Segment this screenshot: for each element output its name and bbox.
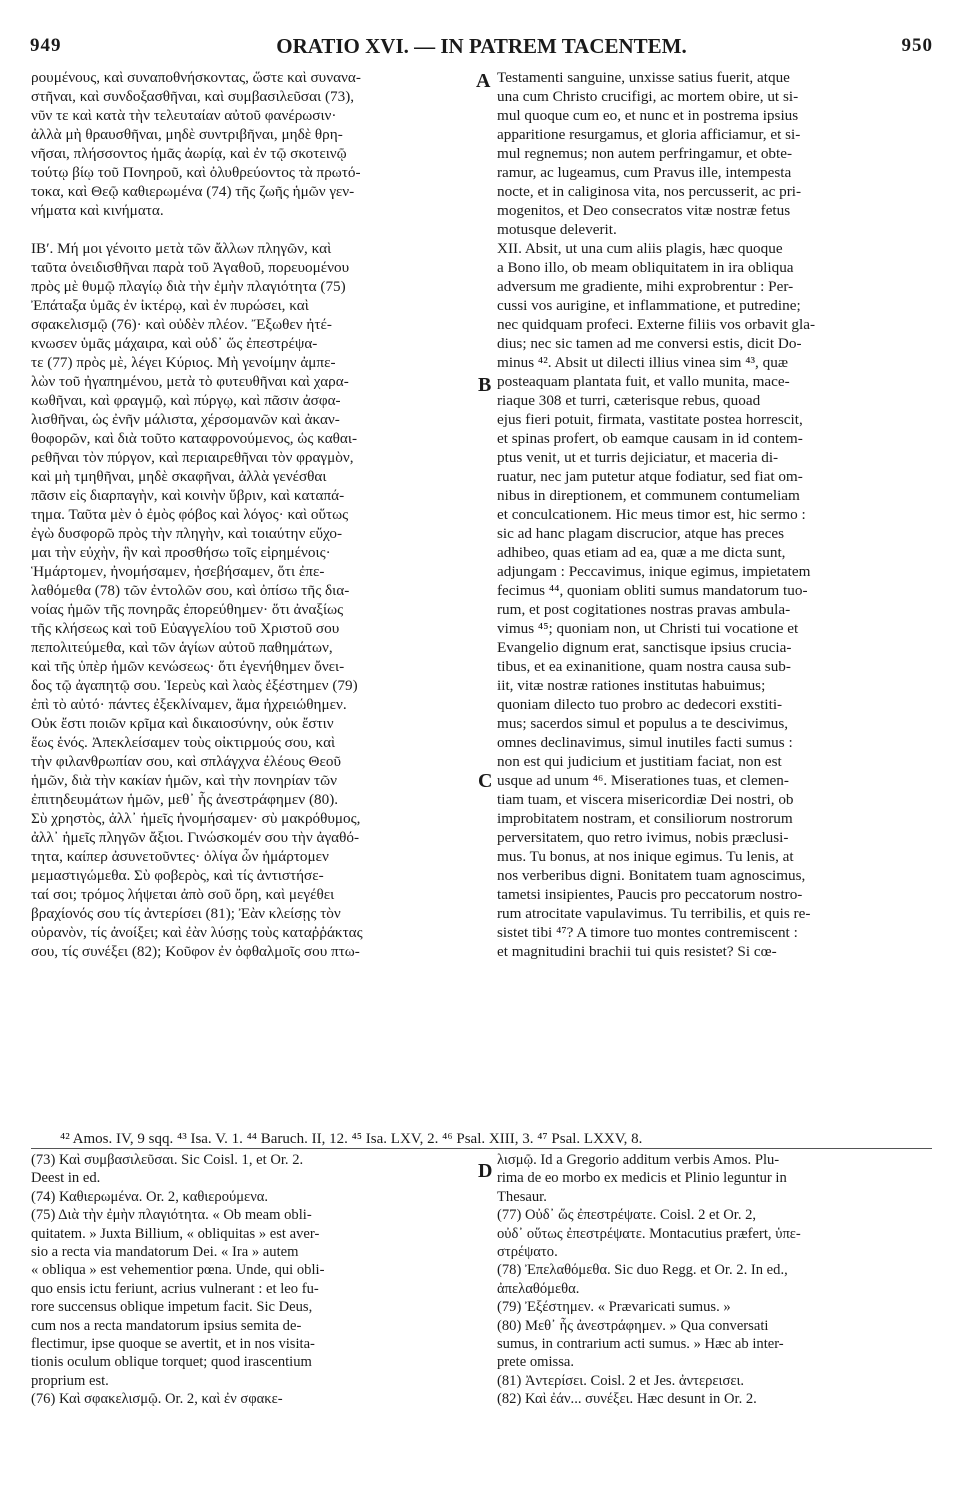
footnote-line: (82) Καὶ ἐάν... συνέξει. Hæc desunt in Or. 2. xyxy=(497,1391,757,1408)
latin-text-line: tibus, et ea exinanitione, quam nostra causa sub- xyxy=(497,658,791,675)
latin-text-line: adjungam : Peccavimus, inique egimus, impietatem xyxy=(497,563,811,580)
greek-text-line: ἐπιτηδευμάτων ἡμῶν, μεθ᾽ ἧς ἀνεστράφημεν (80). xyxy=(31,791,339,808)
latin-text-line: iit, vitæ nostræ rationes institutas habuimus; xyxy=(497,677,766,694)
latin-text-line: mus; sacerdos simul et populus a te descivimus, xyxy=(497,715,789,732)
footnote-line: (80) Μεθ᾽ ἧς ἀνεστράφημεν. » Qua conversati xyxy=(497,1317,769,1334)
footnote-line: ἀπελαθόμεθα. xyxy=(497,1280,580,1297)
greek-text-line: νοίας ἡμῶν τῆς πονηρᾶς ἐπορεύθημεν· ὅτι ἀναξίως xyxy=(31,601,344,618)
latin-text-line: apparitione resurgamus, et gloria afficiamur, et si- xyxy=(497,126,801,143)
footnote-line: proprium est. xyxy=(31,1372,109,1389)
footnote-line: λισμῷ. Id a Gregorio additum verbis Amos. Plu- xyxy=(497,1152,780,1168)
greek-text-line: πᾶσιν εἰς διαρπαγὴν, καὶ κοινὴν ὕβριν, καὶ καταπά- xyxy=(31,487,345,504)
latin-text-line: Evangelio dignum erat, sanctisque ipsius crucia- xyxy=(497,639,792,656)
greek-text-line: ἀλλὰ μὴ θραυσθῆναι, μηδὲ συντριβῆναι, μηδὲ θρη- xyxy=(31,126,343,143)
greek-text-line: τὴν φιλανθρωπίαν σου, καὶ σπλάγχνα ἐλέους Θεοῦ xyxy=(31,753,341,770)
greek-text-line: σφακελισμῷ (76)· καὶ οὐδὲν πλέον. Ἔξωθεν ἠτέ- xyxy=(31,316,332,333)
footnote-line: Deest in ed. xyxy=(31,1170,101,1187)
latin-text-line: tametsi insipientes, Paucis pro peccatorum nostro- xyxy=(497,886,803,903)
greek-text-line: οὐρανὸν, τίς ἀνοίξει; καὶ ἐὰν λύσῃς τοὺς καταῤῥάκτας xyxy=(31,924,363,941)
greek-text-line: ἕως ἑνός. Ἀπεκλείσαμεν τοὺς οἰκτιρμούς σου, καὶ xyxy=(31,734,336,751)
greek-text-line: ἐγὼ δυσφορῶ πρὸς τὴν πληγὴν, καὶ τοιαύτην εὔχο- xyxy=(31,525,343,542)
latin-text-line: omnes declinavimus, simul inutiles facti sumus : xyxy=(497,734,793,751)
scripture-references: ⁴² Amos. IV, 9 sqq. ⁴³ Isa. V. 1. ⁴⁴ Baruch. II, 12. ⁴⁵ Isa. LXV, 2. ⁴⁶ Psal. XIII, 3. ⁴⁷ Psal. LXXV, 8. xyxy=(60,1131,643,1147)
latin-text-line: ptus venit, ut et turris dejiciatur, et maceria di- xyxy=(497,449,779,466)
greek-text-line: τημα. Ταῦτα μὲν ὁ ἐμὸς φόβος καὶ λόγος· καὶ οὕτως xyxy=(31,506,349,523)
footnote-line: Thesaur. xyxy=(497,1188,547,1205)
latin-text-line: non est qui judicium et justitiam faciat, non est xyxy=(497,753,782,770)
footnote-line: (75) Διὰ τὴν ἐμὴν πλαγιότητα. « Ob meam obli- xyxy=(31,1207,312,1224)
latin-text-line: adversum me gradiente, mihi exprobrentur : Per- xyxy=(497,278,794,295)
greek-text-line: τητα, καίπερ ἀσυνετοῦντες· ὀλίγα ὧν ἡμάρτομεν xyxy=(31,848,329,865)
greek-text-line: ρεθῆναι τὸν πύργον, καὶ περιαιρεθῆναι τὸν φραγμὸν, xyxy=(31,449,354,466)
margin-marker-c: C xyxy=(478,770,493,792)
latin-text-line: cussi vos aurigine, et inflammatione, et putredine; xyxy=(497,297,801,314)
greek-text-line: Ἐπάταξα ὑμᾶς ἐν ἰκτέρῳ, καὶ ἐν πυρώσει, καὶ xyxy=(31,297,309,314)
latin-text-line: XII. Absit, ut una cum aliis plagis, hæc quoque xyxy=(497,240,783,257)
greek-text-line: τῆς κλήσεως καὶ τοῦ Εὐαγγελίου τοῦ Χριστοῦ σου xyxy=(31,620,340,637)
greek-text-line: πρὸς μὲ θυμῷ πλαγίῳ διὰ τὴν ἐμὴν πλαγιότητα (75) xyxy=(31,278,346,295)
footnote-line: (78) Ἐπελαθόμεθα. Sic duo Regg. et Or. 2. In ed., xyxy=(497,1262,788,1279)
latin-text-line: nos verberibus digni. Bonitatem tuam agnoscimus, xyxy=(497,867,806,884)
latin-text-line: posteaquam plantata fuit, et vallo munita, mace- xyxy=(497,373,790,390)
latin-text-line: a Bono illo, ob meam obliquitatem in ira obliqua xyxy=(497,259,794,276)
greek-text-line: λαθόμεθα (78) τῶν ἐντολῶν σου, καὶ ὀπίσω τῆς δια- xyxy=(31,582,350,599)
greek-text-line: Ἡμάρτομεν, ἠνομήσαμεν, ἠσεβήσαμεν, ὅτι ἐπε- xyxy=(31,563,325,580)
footnote-line: sio a recta via mandatorum Dei. « Ira » autem xyxy=(31,1243,299,1260)
greek-text-line: λισθῆναι, ὡς ἐνῆν μάλιστα, χέρσομανῶν καὶ ἀκαν- xyxy=(31,411,340,428)
footnote-line: cum nos a recta mandatorum ipsius semita de- xyxy=(31,1317,302,1334)
latin-text-line: dius; nec sic tamen ad me conversi estis, dicit Do- xyxy=(497,335,802,352)
margin-marker-d: D xyxy=(478,1160,493,1182)
greek-text-line: καὶ μὴ τμηθῆναι, μηδὲ σκαφῆναι, ἀλλὰ γενέσθαι xyxy=(31,468,327,485)
greek-text-line: ΙΒʹ. Μή μοι γένοιτο μετὰ τῶν ἄλλων πληγῶν, καὶ xyxy=(31,240,332,257)
greek-text-line: ἐπὶ τὸ αὐτό· πάντες ἐξεκλίναμεν, ἅμα ἠχρειώθημεν. xyxy=(31,696,347,713)
latin-text-line: mul regnemus; non autem perfringamur, et obte- xyxy=(497,145,793,162)
footnote-line: (81) Ἀντερίσει. Coisl. 2 et Jes. ἀντερεισει. xyxy=(497,1372,745,1389)
latin-text-line: fecimus ⁴⁴, quoniam obliti sumus mandatorum tuo- xyxy=(497,582,808,599)
latin-text-line: perversitatem, quo retro ivimus, nobis præclusi- xyxy=(497,829,789,846)
greek-text-line: βραχίονός σου τίς ἀντερίσει (81); Ἐὰν κλείσῃς τὸν xyxy=(31,905,341,922)
greek-text-line: λὼν τοῦ ἠγαπημένου, μετὰ τὸ φυτευθῆναι καὶ χαρα- xyxy=(31,373,349,390)
footnote-line: (77) Οὐδ᾽ ὥς ἐπεστρέψατε. Coisl. 2 et Or. 2, xyxy=(497,1207,757,1224)
latin-text-line: motusque deleverit. xyxy=(497,221,617,238)
footnote-line: στρέψατο. xyxy=(497,1243,558,1260)
latin-text-line: nocte, et in caliginosa vita, nos percusserit, ac pri- xyxy=(497,183,802,200)
running-title: ORATIO XVI. — IN PATREM TACENTEM. xyxy=(276,33,687,58)
greek-text-line: δος τῷ ἀγαπητῷ σου. Ἱερεὺς καὶ λαὸς ἐξέστημεν (79) xyxy=(31,677,358,694)
latin-text-line: et spinas profert, ob eamque causam in id contem- xyxy=(497,430,803,447)
latin-text-line: adhibeo, quas etiam ad ea, quæ a me dicta sunt, xyxy=(497,544,786,561)
latin-text-line: rum, et post cogitationes nostras pravas ambula- xyxy=(497,601,791,618)
greek-text-line: τε (77) πρὸς μὲ, λέγει Κύριος. Μὴ γενοίμην ἀμπε- xyxy=(31,354,336,371)
greek-text-line: Σὺ χρηστὸς, ἀλλ᾽ ἡμεῖς ἠνομήσαμεν· σὺ μακρόθυμος, xyxy=(31,810,361,827)
footnote-line: prete omissa. xyxy=(497,1354,575,1371)
greek-text-line: στῆναι, καὶ συνδοξασθῆναι, καὶ συμβασιλεῦσαι (73), xyxy=(31,88,355,105)
footnote-line: « obliqua » est vehementior pœna. Unde, qui obli- xyxy=(31,1262,325,1279)
greek-text-line: ἀλλ᾽ ἡμεῖς πληγῶν ἄξιοι. Γινώσκομέν σου τὴν ἀγαθό- xyxy=(31,829,360,846)
latin-text-line: nec quidquam profeci. Externe filiis vos orbavit gla- xyxy=(497,316,815,333)
latin-text-line: sistet tibi ⁴⁷? A timore tuo montes contremiscent : xyxy=(497,924,798,941)
greek-text-line: σου, τίς συνέξει (82); Κοῦφον ἐν ὀφθαλμοῖς σου πτω- xyxy=(31,943,360,960)
greek-text-line: νῆσαι, πλήσσοντος ἡμᾶς ἀωρίᾳ, καὶ ἐν τῷ σκοτεινῷ xyxy=(31,145,347,162)
latin-text-line: riaque 308 et turri, cæterisque rebus, quoad xyxy=(497,392,761,409)
footnote-line: (76) Καὶ σφακελισμῷ. Or. 2, καὶ ἐν σφακε- xyxy=(31,1391,283,1408)
greek-text-line: τούτῳ βίῳ τοῦ Πονηροῦ, καὶ ὀλυθρεύοντος τὰ πρωτό- xyxy=(31,164,361,181)
latin-text-line: Testamenti sanguine, unxisse satius fuerit, atque xyxy=(497,69,790,86)
footnote-line: sumus, in contrarium acti sumus. » Hæc ab inter- xyxy=(497,1335,784,1352)
latin-text-line: usque ad unum ⁴⁶. Miserationes tuas, et clemen- xyxy=(497,772,789,789)
latin-text-line: improbitatem nostram, et consiliorum nostrorum xyxy=(497,810,793,827)
greek-text-line: ταῦτα ὀνειδισθῆναι παρὰ τοῦ Ἀγαθοῦ, πορευομένου xyxy=(31,259,350,276)
latin-text-line: nibus in direptionem, et communem contumeliam xyxy=(497,487,800,504)
latin-text-line: rum atrocitate vapulavimus. Tu terribilis, et quis re- xyxy=(497,905,811,922)
greek-text-line: νῦν τε καὶ κατὰ τὴν τελευταίαν αὐτοῦ φανέρωσιν· xyxy=(31,107,337,124)
left-page-number: 949 xyxy=(30,35,62,56)
latin-text-line: quoniam dilecto tuo probro ac dedecori exstiti- xyxy=(497,696,783,713)
latin-text-line: mul quoque cum eo, et nunc et in postrema ipsius xyxy=(497,107,799,124)
greek-text-line: τοκα, καὶ Θεῷ καθιερωμένα (74) τῆς ζωῆς ἡμῶν γεν- xyxy=(31,183,355,200)
footnote-line: flectimur, ipse quoque se avertit, et in nos visita- xyxy=(31,1335,315,1352)
latin-text-line: minus ⁴². Absit ut dilecti illius vinea sim ⁴³, quæ xyxy=(497,354,788,371)
greek-text-line: Οὐκ ἔστι ποιῶν κρῖμα καὶ δικαιοσύνην, οὐκ ἔστιν xyxy=(31,715,334,732)
greek-text-line: ἡμῶν, διὰ τὴν κακίαν ἡμῶν, καὶ τὴν πονηρίαν τῶν xyxy=(31,772,338,789)
latin-text-column xyxy=(497,68,933,961)
greek-text-line: νήματα καὶ κινήματα. xyxy=(31,202,164,219)
right-page-number: 950 xyxy=(901,35,933,56)
footnotes-right-column xyxy=(497,1151,933,1408)
latin-text-line: ramur, ac lugeamus, cum Pravus ille, intempesta xyxy=(497,164,792,181)
latin-text-line: tiam tuam, et viscera misericordiæ Dei nostri, ob xyxy=(497,791,794,808)
footnote-line: οὐδ᾽ οὕτως ἐπεστρέψατε. Montacutius præfert, ὑπε- xyxy=(497,1225,801,1242)
latin-text-line: et conculcationem. Hic meus timor est, hic sermo : xyxy=(497,506,806,523)
notes-divider xyxy=(31,1148,932,1149)
greek-text-line: κωθῆναι, καὶ φραγμῷ, καὶ πύργῳ, καὶ πᾶσιν ἀσφα- xyxy=(31,392,341,409)
footnote-line: (79) Ἐξέστημεν. « Prævaricati sumus. » xyxy=(497,1299,731,1316)
footnote-line: rima de eo morbo ex medicis et Plinio leguntur in xyxy=(497,1170,787,1187)
footnote-line: tionis oculum oblique torquet; quod irascentium xyxy=(31,1354,312,1371)
footnote-line: quitatem. » Juxta Billium, « obliquitas » est aver- xyxy=(31,1225,320,1242)
footnote-line: quo ensis ictu feriunt, acrius vulnerant : et leo fu- xyxy=(31,1280,319,1297)
greek-text-line: κνωσεν ὑμᾶς μάχαιρα, καὶ οὐδ᾽ ὥς ἐπεστρέψα- xyxy=(31,335,318,352)
footnote-line: rore succensus oblique impetum facit. Sic Deus, xyxy=(31,1299,313,1316)
margin-marker-b: B xyxy=(478,374,492,396)
latin-text-line: mus. Tu bonus, at nos inique egimus. Tu lenis, at xyxy=(497,848,794,865)
greek-text-line: ταί σοι; τρόμος λήψεται ἀπὸ σοῦ ὄρη, καὶ μεγέθει xyxy=(31,886,335,903)
latin-text-line: et magnitudini brachii tui quis resistet? Si cœ- xyxy=(497,943,777,960)
footnote-line: (73) Καὶ συμβασιλεῦσαι. Sic Coisl. 1, et Or. 2. xyxy=(31,1152,304,1168)
footnote-line: (74) Καθιερωμένα. Or. 2, καθιερούμενα. xyxy=(31,1188,269,1205)
margin-marker-a: A xyxy=(476,70,491,92)
greek-text-line: ρουμένους, καὶ συναποθνήσκοντας, ὥστε καὶ συνανα- xyxy=(31,69,361,86)
latin-text-line: vimus ⁴⁵; quoniam non, ut Christi tui vocatione et xyxy=(497,620,799,637)
greek-text-line: καὶ τῆς ὑπὲρ ἡμῶν κενώσεως· ὅτι ἐγενήθημεν ὄνει- xyxy=(31,658,345,675)
greek-text-line: πεπολιτεύμεθα, καὶ τῶν ἁγίων αὐτοῦ παθημάτων, xyxy=(31,639,333,656)
latin-text-line: ejus fieri potuit, firmata, vastitate postea horrescit, xyxy=(497,411,803,428)
footnotes-left-column xyxy=(31,1151,471,1408)
latin-text-line: ruatur, nec jam putetur atque fodiatur, sed fiat om- xyxy=(497,468,803,485)
greek-text-line: μεμαστιγώμεθα. Σὺ φοβερὸς, καὶ τίς ἀντιστήσε- xyxy=(31,867,324,884)
latin-text-line: una cum Christo crucifigi, ac mortem obire, ut si- xyxy=(497,88,799,105)
latin-text-line: sic ad hanc plagam discrucior, atque has preces xyxy=(497,525,784,542)
greek-text-line: μαι τὴν εὐχὴν, ἣν καὶ προσθήσω τοῖς εἰρημένοις· xyxy=(31,544,331,561)
latin-text-line: mogenitos, et Deo consecratos vitæ nostræ fetus xyxy=(497,202,791,219)
greek-text-column xyxy=(31,68,471,961)
greek-text-line xyxy=(31,220,471,239)
greek-text-line: θοφορῶν, καὶ διὰ τοῦτο καταφρονούμενος, ὡς καθαι- xyxy=(31,430,358,447)
running-header xyxy=(30,30,933,62)
